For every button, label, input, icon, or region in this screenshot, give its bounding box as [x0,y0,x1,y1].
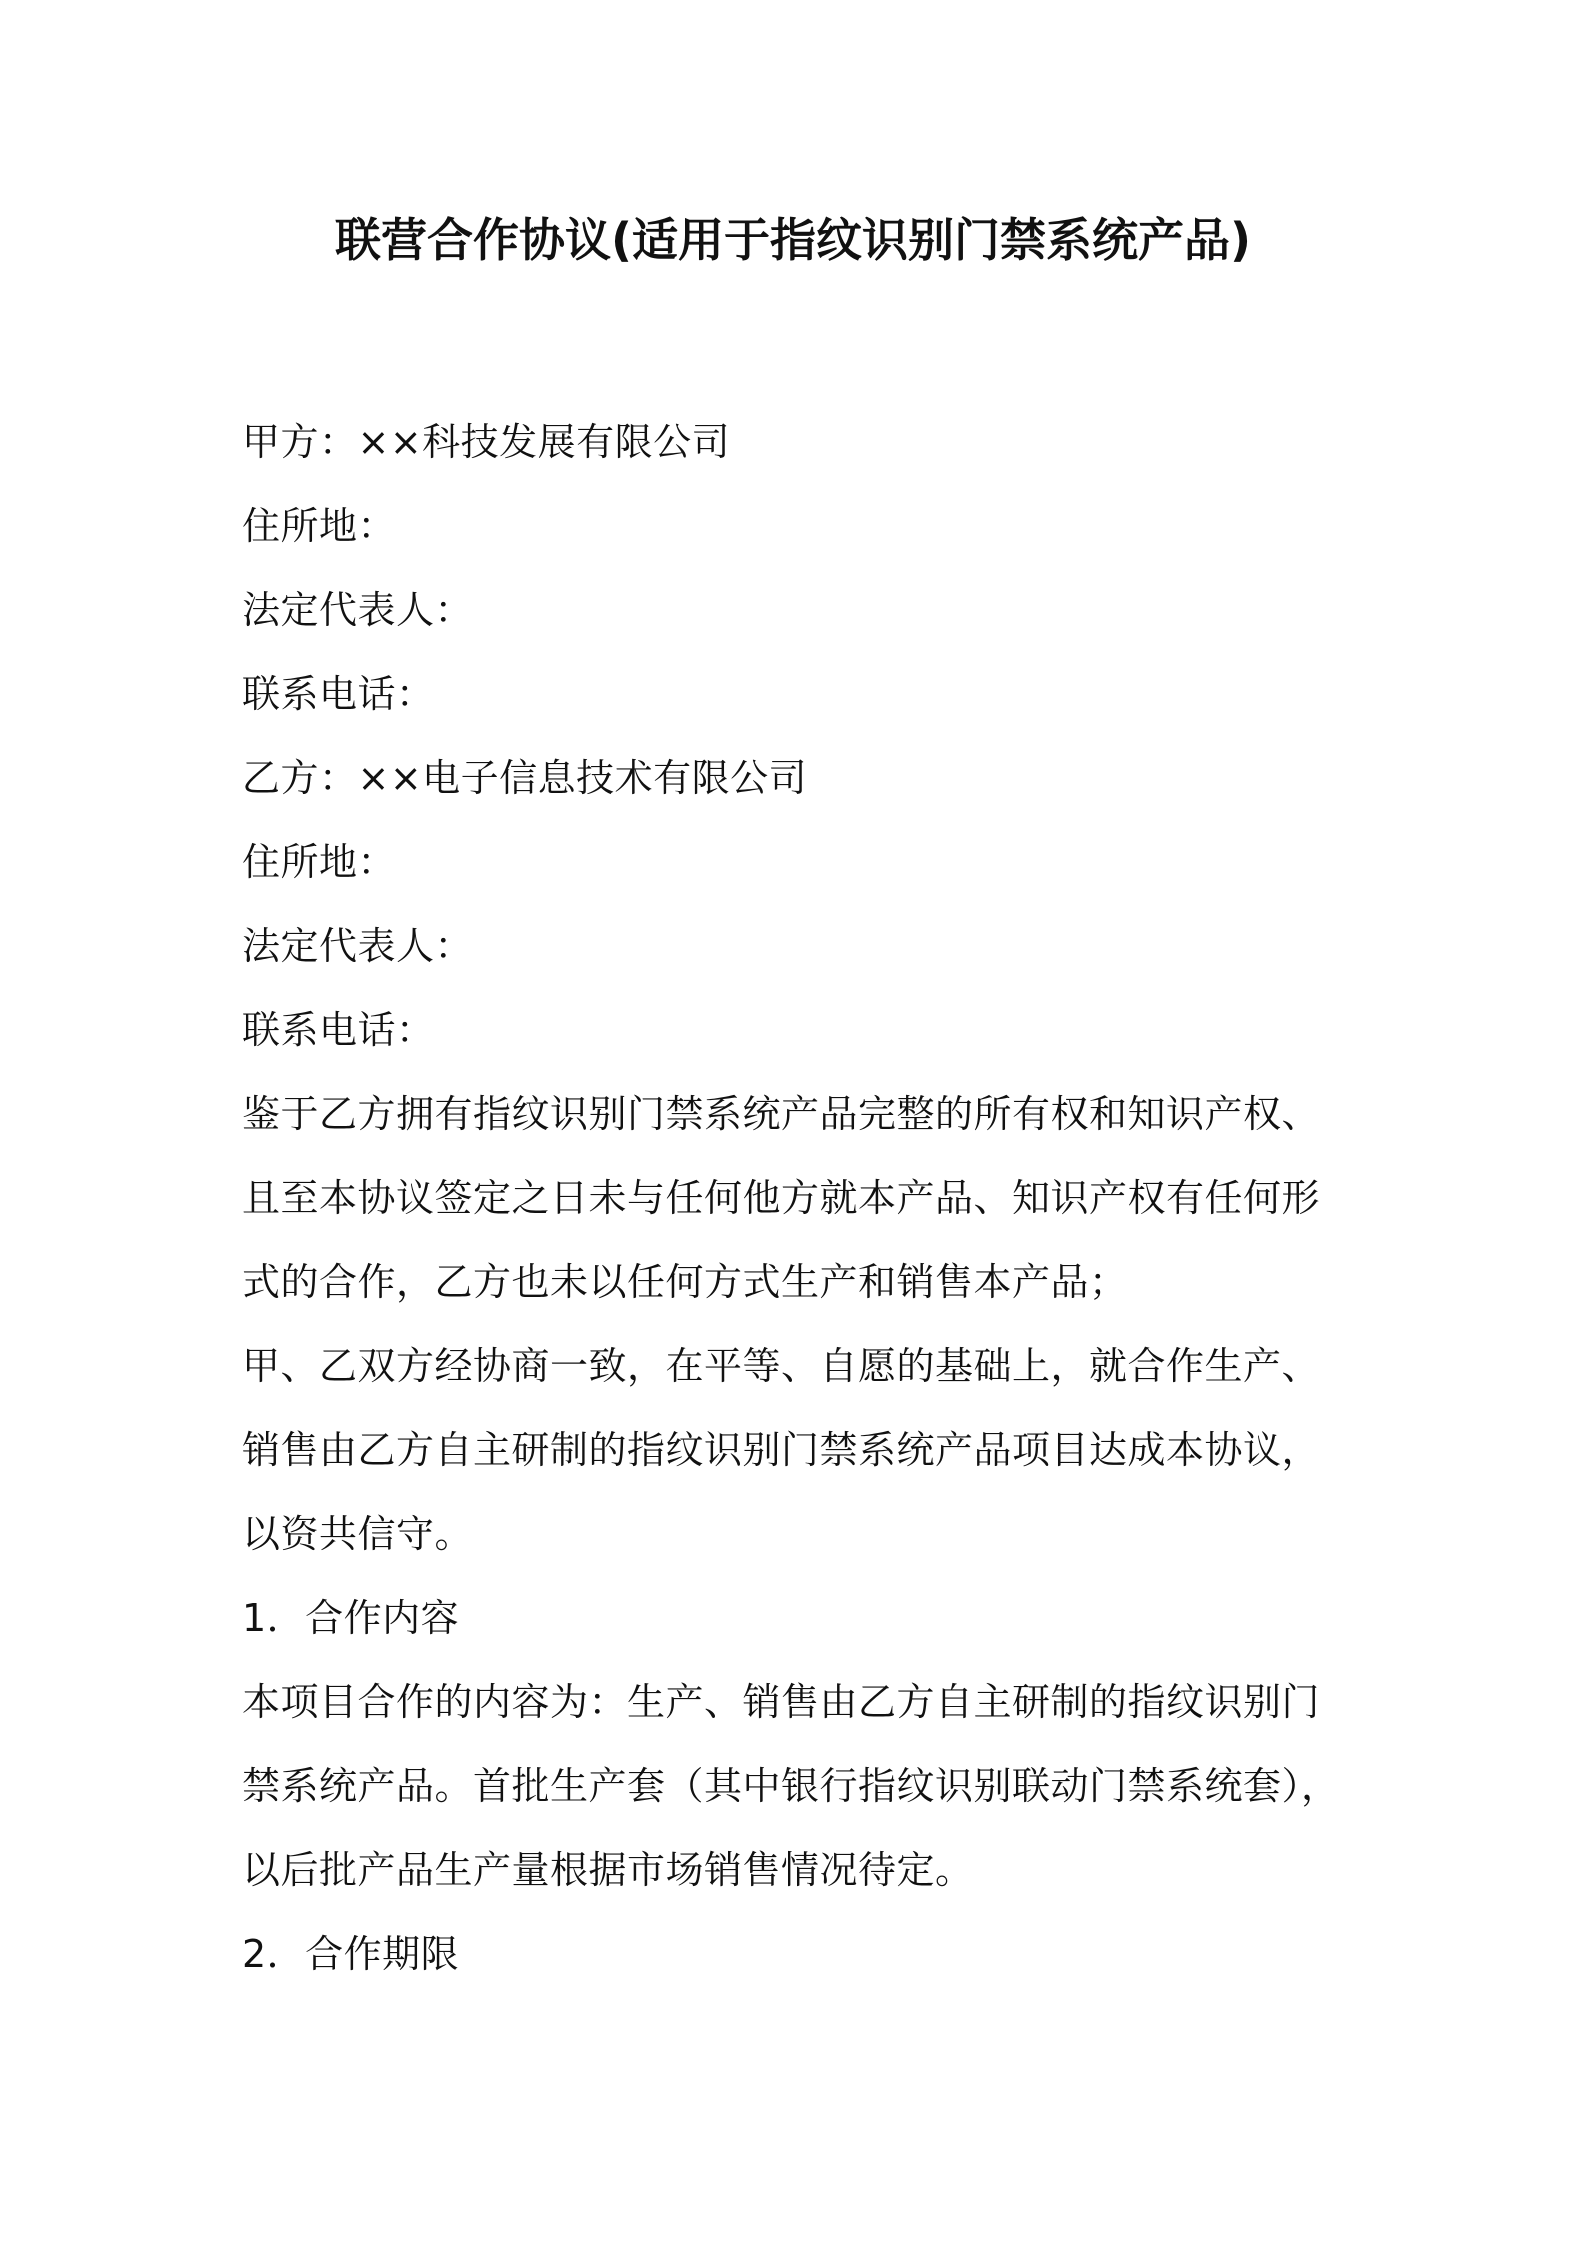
party-a-phone: 联系电话： [242,672,435,716]
section-paragraph-line: 禁系统产品。首批生产套（其中银行指纹识别联动门禁系统套）， [242,1764,1340,1808]
party-a-name: 甲方：××科技发展有限公司 [242,420,731,464]
section-heading: 2．合作期限 [242,1932,460,1976]
agreement-line: 甲、乙双方经协商一致，在平等、自愿的基础上，就合作生产、 [242,1344,1321,1388]
section-paragraph-line: 本项目合作的内容为：生产、销售由乙方自主研制的指纹识别门 [242,1680,1321,1724]
party-b-address: 住所地： [242,840,397,884]
preamble-line: 鉴于乙方拥有指纹识别门禁系统产品完整的所有权和知识产权、 [242,1092,1321,1136]
agreement-line: 销售由乙方自主研制的指纹识别门禁系统产品项目达成本协议， [242,1428,1321,1472]
document-title: 联营合作协议(适用于指纹识别门禁系统产品) [334,213,1252,267]
party-b-legal-rep: 法定代表人： [242,924,474,968]
section-paragraph-line: 以后批产品生产量根据市场销售情况待定。 [242,1848,974,1892]
agreement-line: 以资共信守。 [242,1512,474,1556]
section-heading: 1．合作内容 [242,1596,460,1640]
party-a-address: 住所地： [242,504,397,548]
party-b-name: 乙方：××电子信息技术有限公司 [242,756,808,800]
preamble-line: 式的合作，乙方也未以任何方式生产和销售本产品； [242,1260,1128,1304]
party-b-phone: 联系电话： [242,1008,435,1052]
party-a-legal-rep: 法定代表人： [242,588,474,632]
preamble-line: 且至本协议签定之日未与任何他方就本产品、知识产权有任何形 [242,1176,1321,1220]
document-body [242,400,1362,1996]
